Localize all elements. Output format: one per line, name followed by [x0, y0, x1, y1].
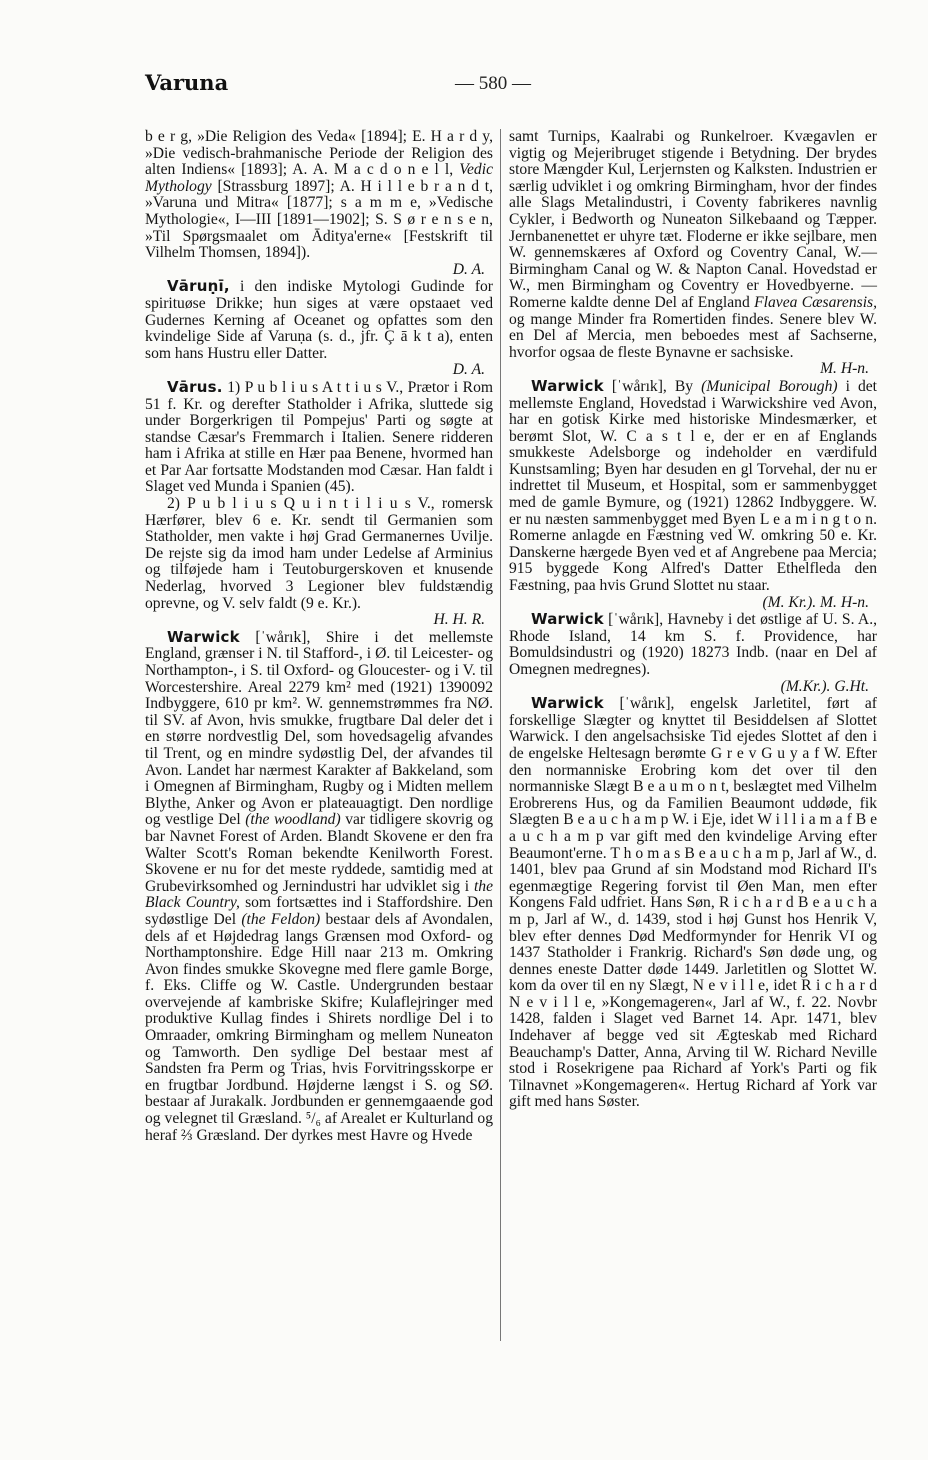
headword: Warwick: [531, 610, 604, 629]
author-signature: D. A.: [452, 260, 485, 278]
left-column: [145, 129, 493, 1144]
entry-warwick-us: Warwick [ˈwårık], Havneby i det østlige af U. S. A., Rhode Island, 14 km S. f. Providence, har Bomuldsindustri og (1920) 18273 Indb. (naar en Del af Omegnen medregnes). (M.Kr.). G.Ht.: [509, 610, 877, 695]
entry-warwick-earl: Warwick [ˈwårık], engelsk Jarletitel, ført af forskellige Slægter og knyttet til Besiddelsen af Slottet Warwick. I den angelsachsiske Tid ejedes Slottet af den i de engelske Heltesagn berømte G r e v G u y a f W. Efter den normanniske Erobring kom det over til den normanniske Slægt B e a u m o n t, beslægtet med Vilhelm Erobrerens Hus, og da Familien Beaumont uddøde, fik Slægten B e a u c h a m p W. i Eje, idet W i l l i a m a f B e a u c h a m p var gift med den kvindelige Arving efter Beaumont'erne. T h o m a s B e a u c h a m p, Jarl af W., d. 1401, blev paa Grund af sin Modstand mod Richard II's egenmægtige Regering forvist til Øen Man, men efter Kongens Fald udfriet. Hans Søn, R i c h a r d B e a u c h a m p, Jarl af W., d. 1439, stod i høj Gunst hos Henrik V, blev efter dennes Død Medformynder for Henrik VI og 1437 Statholder i Frankrig. Richard's Søn døde ung, og dennes eneste Datter døde 1449. Jarletitlen og Slottet W. kom da over til en ny Slægt, N e v i l l e, idet R i c h a r d N e v i l l e, »Kongemageren«, Jarl af W., f. 22. Novbr 1428, falden i Slaget ved Barnet 14. Apr. 1471, blev Indehaver af begge ved sit Ægteskab med Richard Beauchamp's Datter, Anna, Arving til W. Richard Neville stod i Rosekrigene paa Richard af York's Parti og fik Tilnavnet »Kongemageren«. Hertug Richard af York var gift med hans Søster.: [509, 694, 877, 1111]
page-number: — 580 —: [455, 73, 531, 94]
author-signature: (M. Kr.). M. H-n.: [762, 593, 869, 611]
author-signature: H. H. R.: [433, 611, 485, 629]
headword: Warwick: [531, 694, 604, 713]
entry-varuna-continuation: b e r g, »Die Religion des Veda« [1894]; E. H a r d y, »Die vedisch-brahmanische Periode der Religion des alten Indiens« [1893]; A. A. M a c d o n e l l, Vedic Mythology [Strassburg 1897]; A. H i l l e b r a n d t, »Varuna und Mitra« [1877]; s a m m e, »Vedische Mythologie«, I—III [1891—1902]; S. S ø r e n s e n, »Til Spørgsmaalet om Āditya'erne« [Festskrift til Vilhelm Thomsen, 1894]). D. A.: [145, 128, 493, 278]
running-head-word: Varuna: [145, 70, 229, 95]
entry-warwick-town: Warwick [ˈwårık], By (Municipal Borough) i det mellemste England, Hovedstad i Warwickshire ved Avon, har en gotisk Kirke med historiske Mindesmærker, et berømt Slot, W. C a s t l e, der er en af Englands smukkeste Adelsborge og indeholder en værdifuld Kunstsamling; Byen har desuden en gl Torvehal, der nu er indrettet til Museum, et Hospital, som er sammenbygget med de gamle Bymure, og (1921) 12862 Indbyggere. W. er nu næsten sammenbygget med Byen L e a m i n g t o n. Romerne anlagde en Fæstning ved W. omkring 50 e. Kr. Danskerne hærgede Byen ved et af Angrebene paa Mercia; 915 byggede Kong Alfred's Datter Ethelfleda den Fæstning, paa hvis Grund Slottet nu staar. (M. Kr.). M. H-n.: [509, 376, 877, 611]
entry-warwick-shire: Warwick [ˈwårık], Shire i det mellemste England, grænser i N. til Stafford-, i Ø. til Leicester- og Northampton-, i S. til Oxford- og Gloucester- og i V. til Worcestershire. Areal 2279 km² med (1921) 1390092 Indbyggere, 610 pr km². W. gennemstrømmes fra NØ. til SV. af Avon, hvis smukke, frugtbare Dal deler det i en større nordvestlig Del, som hovedsagelig afvandes til Trent, og en mindre sydøstlig Del, der afvandes til Avon. Landet har nærmest Karakter af Bakkeland, som i Omegnen af Birmingham, Rugby og i Midten mellem Blythe, Anker og Avon er plateauagtigt. Den nordlige og vestlige Del (the woodland) var tidligere skovrig og bar Navnet Forest of Arden. Blandt Skovene er den fra Walter Scott's Roman bekendte Kenilworth Forest. Skovene er nu for det meste ryddede, samtidig med at Grubevirksomhed og Jernindustri har udviklet sig i the Black Country, som fortsættes ind i Staffordshire. Den sydøstlige Del (the Feldon) bestaar dels af Avondalen, dels af et Højdedrag langs Grænsen mod Oxford- og Northamptonshire. Edge Hill naar 213 m. Omkring Avon findes smukke Skovegne med flere gamle Borge, f. Eks. Cliffe og W. Castle. Undergrunden bestaar overvejende af kambriske Skifre; Kulaflejringer med produktive Kullag findes i Shirets nordlige Del i to Omraader, omkring Birmingham og mellem Nuneaton og Tamworth. Den sydlige Del bestaar mest af Sandsten fra Perm og Trias, hvis Forvitringsskorpe er en frugtbar Jordbund. Højderne længst i S. og SØ. bestaar af Jurakalk. Jordbunden er gennemgaaende god og velegnet til Græsland. ⁵/₆ af Arealet er Kulturland og heraf ⅔ Græsland. Der dyrkes mest Havre og Hvede: [145, 627, 494, 1144]
headword: Warwick: [167, 627, 240, 646]
author-signature: D. A.: [452, 361, 485, 379]
author-signature: M. H-n.: [820, 360, 869, 378]
right-column: [509, 129, 877, 1111]
entry-warwick-shire-continuation: samt Turnips, Kaalrabi og Runkelroer. Kvægavlen er vigtig og Mejeribruget stigende i Betydning. Der brydes store Mængder Kul, Lerjernsten og Kalksten. Industrien er særlig udviklet i og omkring Birmingham, hvor der findes alle Slags Metalindustri, i Coventy fabrikeres navnlig Cykler, i Bedworth og Nuneaton Silkebaand og Tæpper. Jernbanenettet er uhyre tæt. Floderne er ikke sejlbare, men W. gennemskæres af Oxford og Coventry Canal, W.— Birmingham Canal og W. & Napton Canal. Hovedstad er W., men Birmingham og Coventry er Hovedbyerne. — Romerne kaldte denne Del af England Flavea Cæsarensis, og mange Minder fra Romertiden findes. Senere blev W. en Del af Mercia, men beboedes mest af Sachserne, hvorfor ogsaa de fleste Bynavne er sachsiske. M. H-n.: [509, 128, 877, 378]
entry-varuni: Vāruṇī, i den indiske Mytologi Gudinde for spirituøse Drikke; hun siges at være opstaaet ved Gudernes Kerning af Oceanet og opfattes som den kvindelige Side af Varuṇa (s. d., jfr. Ç ā k t a), enten som hans Hustru eller Datter. D. A.: [145, 277, 493, 379]
column-divider: [500, 129, 501, 1341]
headword: Vāruṇī,: [167, 277, 230, 296]
entry-varus-sub: 2) P u b l i u s Q u i n t i l i u s V., romersk Hærfører, blev 6 e. Kr. sendt til Germanien som Statholder, men vakte i høj Grad Germanernes Uvilje. De rejste sig da imod ham under Ledelse af Arminius og tilføjede ham i Teutoburgerskoven et knusende Nederlag, hvorved 3 Legioner blev fuldstændig oprevne, og V. selv faldt (9 e. Kr.). H. H. R.: [145, 495, 493, 629]
entry-varus: Vārus. 1) P u b l i u s A t t i u s V., Prætor i Rom 51 f. Kr. og derefter Statholder i Afrika, sluttede sig under Borgerkrigen til Pompejus' Parti og søgte at standse Cæsar's Fremmarch i Italien. Senere ridderen ham i Afrika at stille en Hær paa Benene, hvormed han et Par Aar fortsatte Modstanden mod Cæsar. Han faldt i Slaget ved Munda i Spanien (45).: [145, 377, 493, 496]
headword: Warwick: [531, 376, 604, 395]
author-signature: (M.Kr.). G.Ht.: [780, 677, 869, 695]
headword: Vārus.: [167, 377, 223, 396]
